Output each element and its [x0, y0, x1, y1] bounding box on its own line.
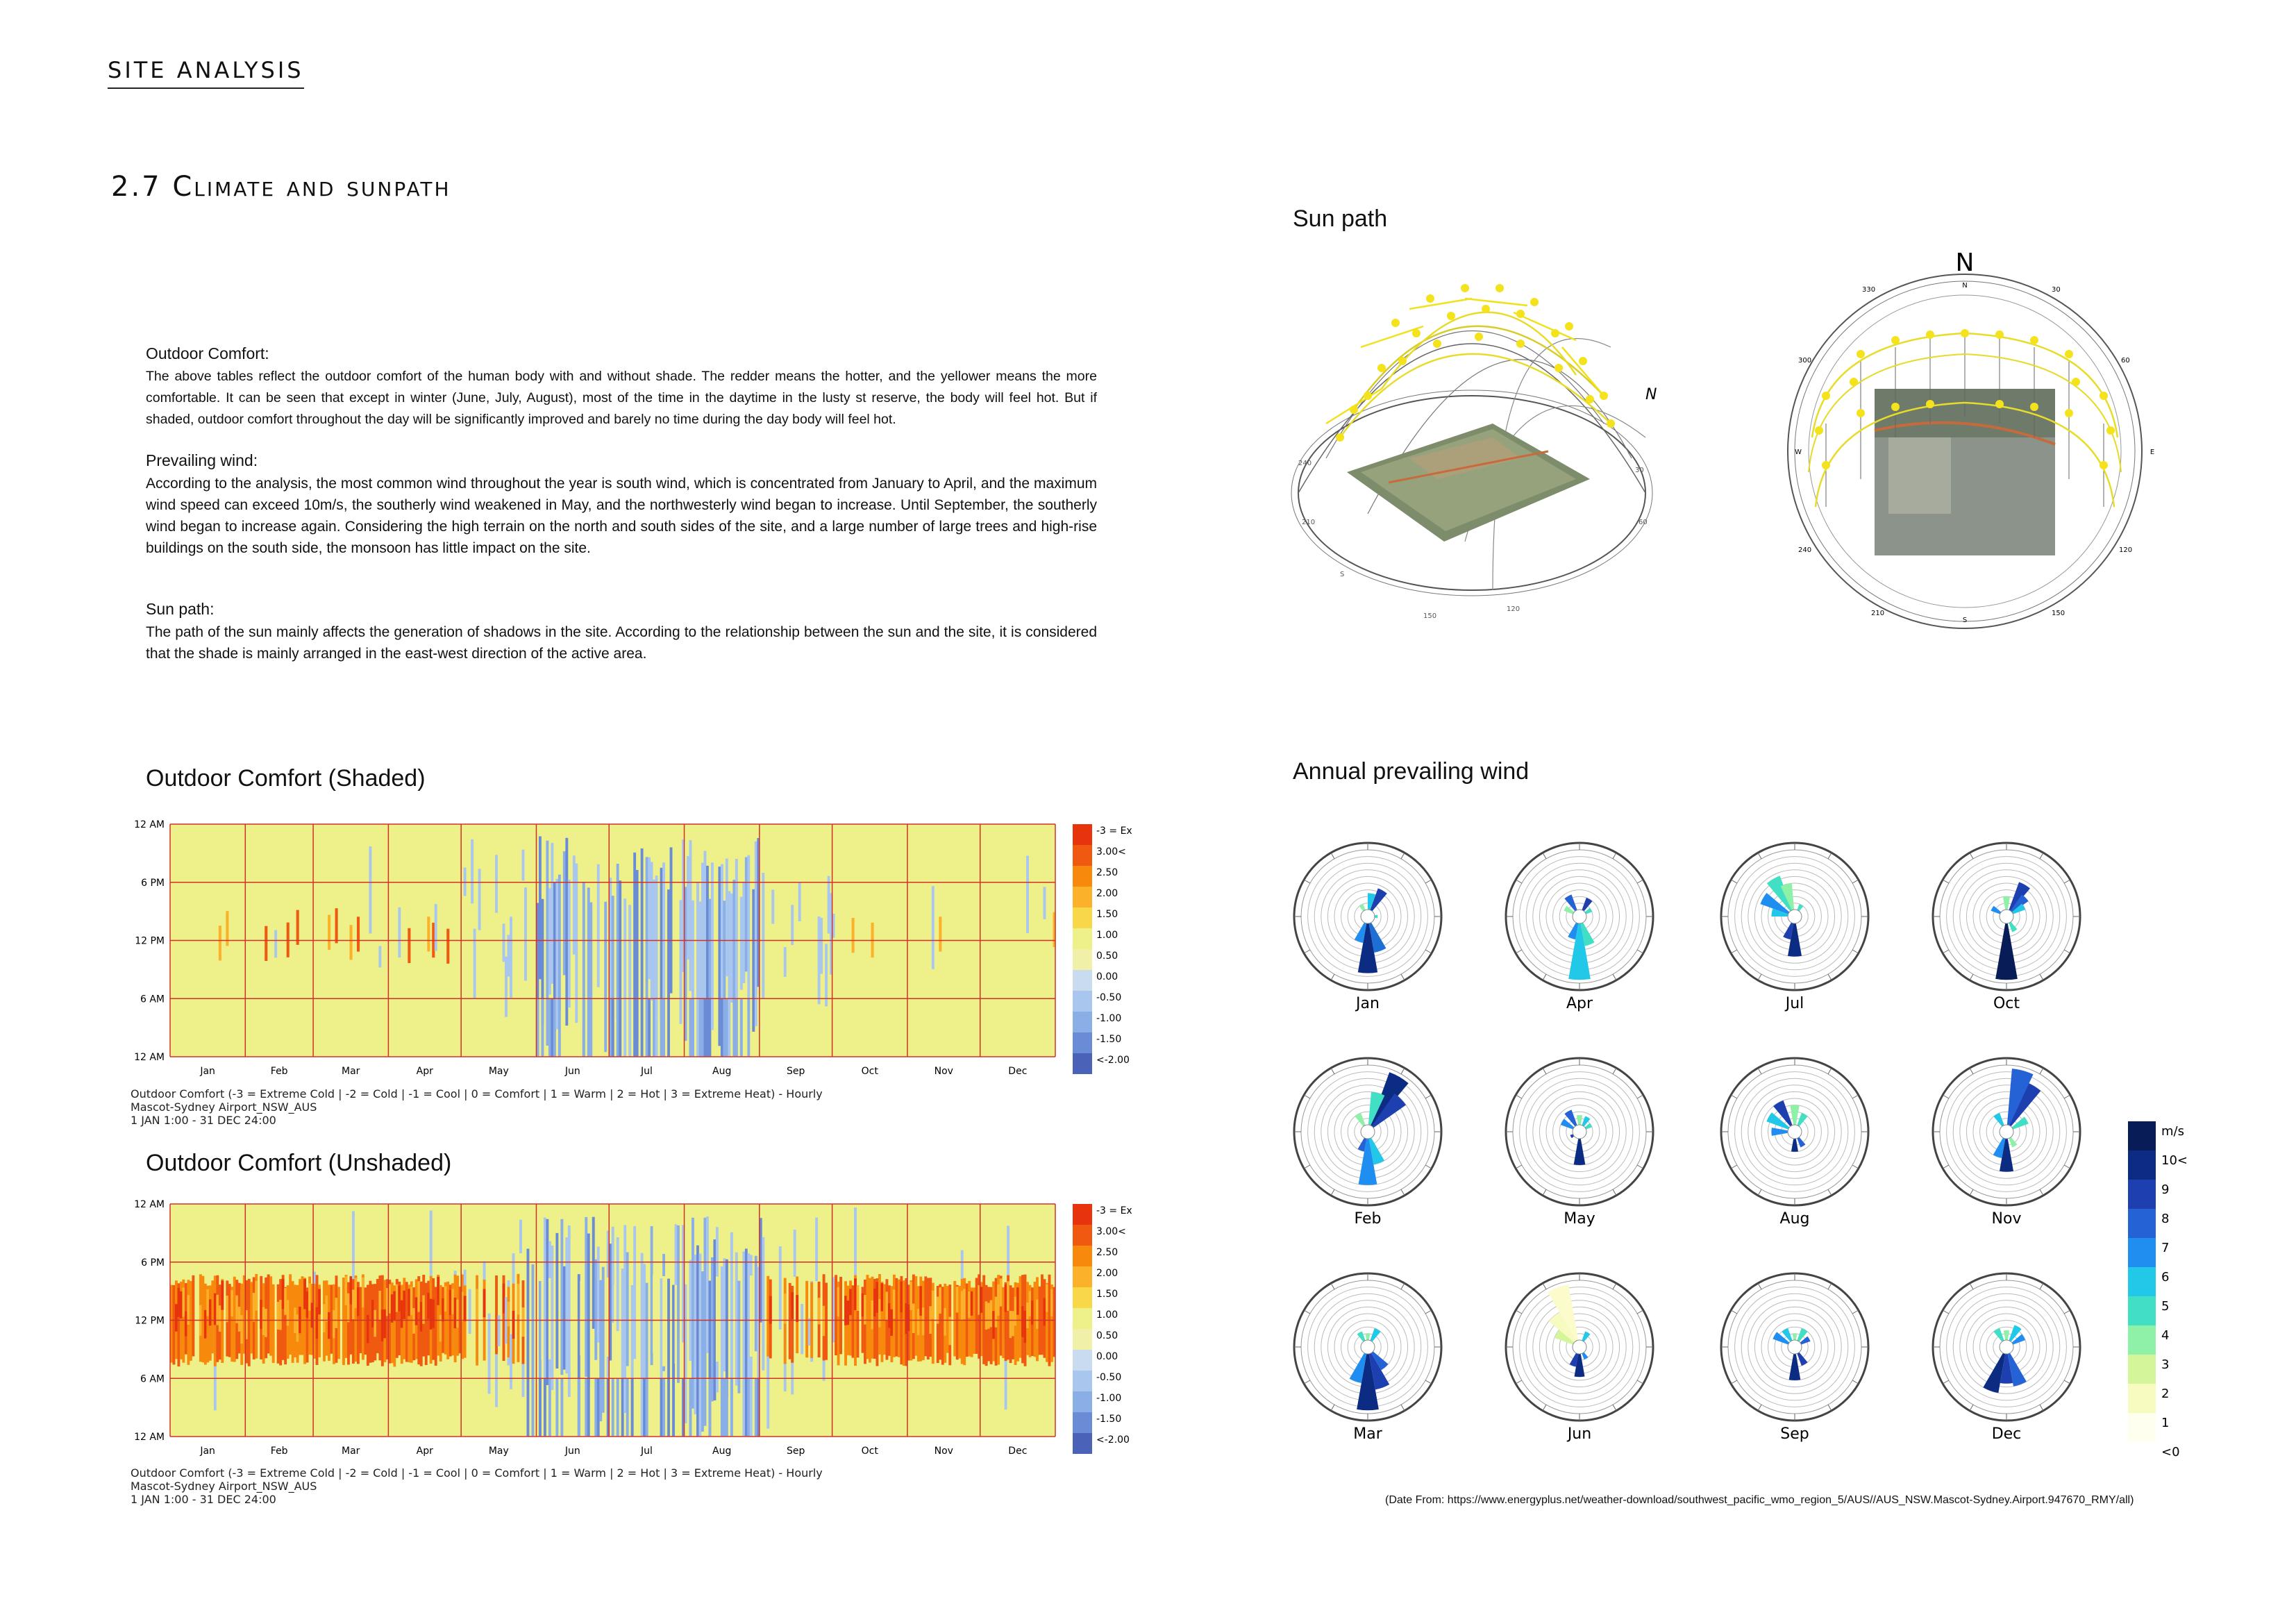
svg-text:120: 120 — [1507, 605, 1520, 613]
comfort-legend-swatch — [1073, 1225, 1092, 1246]
wind-legend-swatch — [2128, 1325, 2156, 1355]
wind-rose-mar — [1294, 1273, 1441, 1443]
comfort-legend-label: 3.00< — [1096, 1226, 1126, 1237]
comfort-legend-swatch — [1073, 1266, 1092, 1287]
x-axis-label: Apr — [416, 1446, 433, 1457]
north-arrow-label: N — [1955, 249, 1975, 277]
x-axis-label: Sep — [787, 1066, 805, 1077]
comfort-legend-label: 1.00 — [1096, 1309, 1118, 1321]
comfort-legend-label: 1.00 — [1096, 930, 1118, 941]
wind-rose-may — [1506, 1058, 1653, 1228]
sunpath-paragraph — [146, 600, 1097, 664]
wind-rose-label: Jan — [1356, 995, 1380, 1012]
svg-text:N: N — [1645, 386, 1657, 403]
svg-text:210: 210 — [1302, 519, 1316, 526]
comfort-unshaded-chart — [125, 1196, 1146, 1457]
wind-legend-label: <0 — [2161, 1445, 2180, 1459]
x-axis-label: Dec — [1008, 1066, 1028, 1077]
wind-rose-jul — [1721, 843, 1868, 1012]
wind-legend-label: 8 — [2161, 1212, 2170, 1226]
sunpath-paragraph-body: The path of the sun mainly affects the generation of shadows in the site. According to the relationship between the sun and the site, it is considered that the shade is mainly arranged in the east-west direction of the active area. — [146, 624, 1097, 662]
x-axis-label: Feb — [270, 1066, 288, 1077]
wind-rose-label: Jun — [1567, 1425, 1592, 1443]
comfort-legend-label: 0.50 — [1096, 951, 1118, 962]
x-axis-label: Sep — [787, 1446, 805, 1457]
comfort-legend-label: -1.00 — [1096, 1393, 1122, 1404]
x-axis-label: Mar — [342, 1446, 360, 1457]
comfort-unshaded-footer-line-3: 1 JAN 1:00 - 31 DEC 24:00 — [131, 1493, 276, 1506]
compass-330: 330 — [1862, 286, 1876, 294]
compass-210: 210 — [1871, 610, 1885, 617]
wind-legend-label: 5 — [2161, 1299, 2170, 1314]
comfort-legend-label: -3 = Ex — [1096, 1205, 1132, 1216]
sunpath-heading: Sun path — [1293, 206, 1388, 232]
compass-240: 240 — [1798, 546, 1812, 554]
wind-legend-unit: m/s — [2161, 1124, 2184, 1139]
wind-legend-label: 7 — [2161, 1241, 2170, 1255]
comfort-shaded-footer-line-2: Mascot-Sydney Airport_NSW_AUS — [131, 1100, 317, 1114]
comfort-unshaded-footer-line-1: Outdoor Comfort (-3 = Extreme Cold | -2 = Cold | -1 = Cool | 0 = Comfort | 1 = Warm | 2 = Hot | 3 = Extreme Heat) - Hourly — [131, 1466, 823, 1480]
wind-legend-label: 2 — [2161, 1387, 2170, 1401]
wind-legend-swatch — [2128, 1180, 2156, 1209]
comfort-legend-label: 2.00 — [1096, 1268, 1118, 1279]
compass-n: N — [1962, 282, 1968, 290]
y-axis-label: 12 PM — [135, 935, 165, 947]
comfort-legend-swatch — [1073, 1350, 1092, 1371]
wind-paragraph — [146, 451, 1097, 559]
wind-legend-swatch — [2128, 1209, 2156, 1238]
svg-text:60: 60 — [1639, 519, 1648, 526]
compass-60: 60 — [2121, 357, 2130, 365]
wind-rose-label: Dec — [1991, 1425, 2022, 1443]
wind-legend-swatch — [2128, 1355, 2156, 1384]
x-axis-label: Aug — [712, 1446, 732, 1457]
wind-legend-swatch — [2128, 1413, 2156, 1442]
comfort-unshaded-footer-line-2: Mascot-Sydney Airport_NSW_AUS — [131, 1480, 317, 1493]
comfort-legend-swatch — [1073, 845, 1092, 866]
wind-rose-oct — [1933, 843, 2080, 1012]
wind-speed-legend — [2128, 1121, 2188, 1459]
wind-legend-swatch — [2128, 1121, 2156, 1150]
wind-heading: Annual prevailing wind — [1293, 758, 1530, 785]
wind-legend-swatch — [2128, 1267, 2156, 1296]
comfort-legend-swatch — [1073, 1308, 1092, 1329]
svg-text:150: 150 — [1423, 612, 1437, 620]
source-note: (Date From: https://www.energyplus.net/weather-download/southwest_pacific_wmo_region_5/AUS//AUS_NSW.Mascot-Sydney.Airport.947670_RMY/all) — [1385, 1494, 2134, 1506]
comfort-legend-label: <-2.00 — [1096, 1055, 1130, 1066]
y-axis-label: 6 PM — [141, 877, 165, 889]
comfort-legend-label: <-2.00 — [1096, 1434, 1130, 1446]
comfort-shaded-footer — [131, 1087, 823, 1127]
svg-text:S: S — [1340, 571, 1345, 578]
comfort-legend-swatch — [1073, 907, 1092, 928]
comfort-legend-swatch — [1073, 1329, 1092, 1350]
comfort-unshaded-footer — [131, 1466, 823, 1506]
wind-rose-label: Jul — [1785, 995, 1804, 1012]
comfort-legend-label: 2.00 — [1096, 888, 1118, 899]
comfort-legend-label: 3.00< — [1096, 846, 1126, 857]
comfort-legend-swatch — [1073, 949, 1092, 970]
sunpath-plan — [1788, 249, 2154, 628]
comfort-shaded-footer-line-3: 1 JAN 1:00 - 31 DEC 24:00 — [131, 1114, 276, 1127]
comfort-legend-swatch — [1073, 1371, 1092, 1391]
wind-paragraph-body: According to the analysis, the most common wind throughout the year is south wind, which is concentrated from January to April, and the maximum wind speed can exceed 10m/s, the southerly wind weakened in May, and the northwesterly wind began to increase. Until September, the southerly wind began to increase again. Considering the high terrain on the north and south sides of the site, and a large number of large trees and high-rise buildings on the south side, the monsoon has little impact on the site. — [146, 476, 1097, 556]
y-axis-label: 6 AM — [140, 994, 165, 1005]
x-axis-label: Oct — [861, 1446, 878, 1457]
wind-rose-label: Feb — [1354, 1210, 1382, 1228]
sunpath-paragraph-heading: Sun path: — [146, 600, 215, 618]
y-axis-label: 12 AM — [134, 819, 165, 830]
comfort-legend-label: -1.50 — [1096, 1414, 1122, 1425]
compass-s: S — [1962, 617, 1968, 624]
wind-legend-swatch — [2128, 1296, 2156, 1325]
comfort-legend-swatch — [1073, 824, 1092, 845]
comfort-paragraph — [146, 344, 1097, 430]
wind-rose-label: Mar — [1353, 1425, 1382, 1443]
y-axis-label: 6 PM — [141, 1257, 165, 1269]
comfort-legend-swatch — [1073, 1204, 1092, 1225]
wind-legend-label: 4 — [2161, 1328, 2170, 1343]
wind-rose-label: Oct — [1993, 995, 2020, 1012]
comfort-legend-label: 1.50 — [1096, 1289, 1118, 1300]
y-axis-label: 12 AM — [134, 1199, 165, 1210]
wind-rose-label: May — [1564, 1210, 1595, 1228]
x-axis-label: Nov — [934, 1446, 953, 1457]
comfort-shaded-footer-line-1: Outdoor Comfort (-3 = Extreme Cold | -2 = Cold | -1 = Cool | 0 = Comfort | 1 = Warm | 2 = Hot | 3 = Extreme Heat) - Hourly — [131, 1087, 823, 1100]
x-axis-label: Jan — [200, 1066, 215, 1077]
wind-rose-aug — [1721, 1058, 1868, 1228]
wind-rose-jun — [1506, 1273, 1653, 1443]
wind-legend-label: 9 — [2161, 1182, 2170, 1197]
comfort-legend-label: 2.50 — [1096, 1247, 1118, 1258]
comfort-legend-label: 0.00 — [1096, 1351, 1118, 1362]
compass-30: 30 — [2052, 286, 2061, 294]
x-axis-label: Mar — [342, 1066, 360, 1077]
comfort-paragraph-heading: Outdoor Comfort: — [146, 344, 269, 362]
wind-rose-feb — [1294, 1058, 1441, 1228]
comfort-legend-label: -0.50 — [1096, 992, 1122, 1003]
x-axis-label: Jul — [640, 1066, 653, 1077]
comfort-legend-swatch — [1073, 1391, 1092, 1412]
compass-e: E — [2150, 449, 2155, 456]
comfort-legend-label: 1.50 — [1096, 909, 1118, 920]
compass-150: 150 — [2052, 610, 2065, 617]
x-axis-label: Nov — [934, 1066, 953, 1077]
wind-legend-swatch — [2128, 1384, 2156, 1413]
wind-legend-label: 6 — [2161, 1270, 2170, 1284]
wind-rose-label: Nov — [1991, 1210, 2022, 1228]
wind-rose-nov — [1933, 1058, 2080, 1228]
sunpath-diagrams — [1284, 249, 2155, 653]
page-title: 2.7 Climate and sunpath — [111, 171, 451, 203]
wind-rose-label: Apr — [1566, 995, 1593, 1012]
comfort-legend-label: 0.50 — [1096, 1330, 1118, 1341]
svg-text:240: 240 — [1298, 460, 1312, 467]
x-axis-label: Oct — [861, 1066, 878, 1077]
comfort-legend-swatch — [1073, 1246, 1092, 1266]
comfort-legend-label: 0.00 — [1096, 971, 1118, 982]
wind-rose-apr — [1506, 843, 1653, 1012]
comfort-legend-swatch — [1073, 1287, 1092, 1308]
wind-legend-label: 1 — [2161, 1416, 2170, 1430]
comfort-legend-label: 2.50 — [1096, 867, 1118, 878]
x-axis-label: Apr — [416, 1066, 433, 1077]
x-axis-label: May — [488, 1066, 509, 1077]
x-axis-label: Jun — [564, 1446, 580, 1457]
comfort-legend-label: -3 = Ex — [1096, 826, 1132, 837]
x-axis-label: Dec — [1008, 1446, 1028, 1457]
comfort-legend-swatch — [1073, 1412, 1092, 1433]
comfort-shaded-heading: Outdoor Comfort (Shaded) — [146, 765, 426, 792]
wind-legend-label: 10< — [2161, 1153, 2188, 1168]
y-axis-label: 12 AM — [134, 1052, 165, 1063]
wind-rose-label: Sep — [1780, 1425, 1809, 1443]
y-axis-label: 12 AM — [134, 1432, 165, 1443]
section-label: SITE ANALYSIS — [108, 57, 304, 89]
compass-120: 120 — [2119, 546, 2133, 554]
x-axis-label: Aug — [712, 1066, 732, 1077]
y-axis-label: 12 PM — [135, 1315, 165, 1327]
comfort-legend-swatch — [1073, 1433, 1092, 1454]
comfort-legend-swatch — [1073, 887, 1092, 907]
y-axis-label: 6 AM — [140, 1373, 165, 1385]
wind-rose-dec — [1933, 1273, 2080, 1443]
comfort-legend-swatch — [1073, 970, 1092, 991]
comfort-legend-swatch — [1073, 1053, 1092, 1074]
wind-rose-jan — [1294, 843, 1441, 1012]
x-axis-label: Jan — [200, 1446, 215, 1457]
wind-rose-label: Aug — [1779, 1210, 1810, 1228]
wind-rose-grid — [1284, 826, 2187, 1472]
comfort-legend-label: -1.00 — [1096, 1013, 1122, 1024]
comfort-legend-swatch — [1073, 1012, 1092, 1032]
comfort-legend-swatch — [1073, 928, 1092, 949]
comfort-legend-swatch — [1073, 1032, 1092, 1053]
wind-legend-swatch — [2128, 1150, 2156, 1180]
comfort-shaded-chart — [125, 816, 1146, 1077]
comfort-legend-label: -1.50 — [1096, 1034, 1122, 1045]
x-axis-label: May — [488, 1446, 509, 1457]
comfort-paragraph-body: The above tables reflect the outdoor comfort of the human body with and without shade. The redder means the hotter, and the yellower means the more comfortable. It can be seen that except in winter (June, July, August), most of the time in the daytime in the lusty st reserve, the body will feel hot. But if shaded, outdoor comfort throughout the day will be significantly improved and barely no time during the day body will feel hot. — [146, 369, 1097, 427]
x-axis-label: Feb — [270, 1446, 288, 1457]
x-axis-label: Jun — [564, 1066, 580, 1077]
comfort-legend-swatch — [1073, 866, 1092, 887]
wind-rose-sep — [1721, 1273, 1868, 1443]
wind-paragraph-heading: Prevailing wind: — [146, 451, 258, 469]
comfort-unshaded-heading: Outdoor Comfort (Unshaded) — [146, 1150, 452, 1176]
sunpath-perspective — [1291, 284, 1657, 620]
svg-text:30: 30 — [1635, 467, 1644, 474]
compass-w: W — [1795, 449, 1802, 456]
compass-300: 300 — [1798, 357, 1812, 365]
comfort-legend-swatch — [1073, 991, 1092, 1012]
wind-legend-swatch — [2128, 1238, 2156, 1267]
comfort-legend-label: -0.50 — [1096, 1372, 1122, 1383]
x-axis-label: Jul — [640, 1446, 653, 1457]
wind-legend-label: 3 — [2161, 1357, 2170, 1372]
